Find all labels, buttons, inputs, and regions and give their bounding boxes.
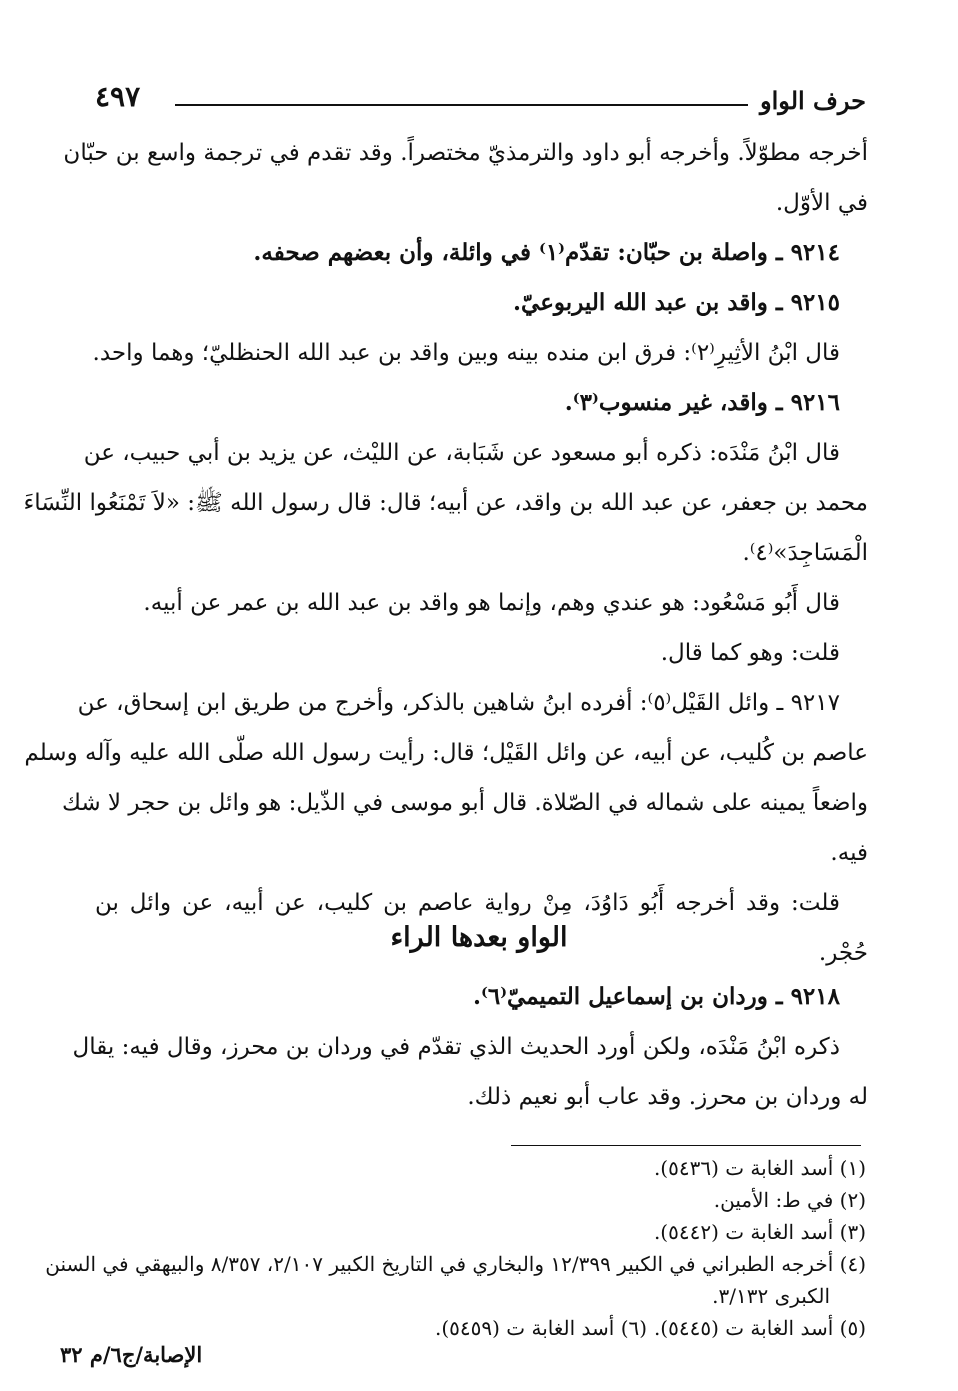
main-text-continued — [72, 972, 868, 1122]
entry-heading-9214: ٩٢١٤ ـ واصلة بن حبّان: تقدّم⁽١⁾ في وائلة، وأن بعضهم صحفه. — [253, 239, 840, 266]
text-line: في الأوّل. — [775, 190, 868, 216]
header-rule — [175, 104, 748, 106]
text-line: له وردان بن محرز. وقد عاب أبو نعيم ذلك. — [467, 1084, 868, 1110]
footnote: (٦) أسد الغابة ت (٥٤٥٩). — [435, 1316, 648, 1340]
text-line: أخرجه مطوّلاً. وأخرجه أبو داود والترمذيّ مختصراً. وقد تقدم في ترجمة واسع بن حبّان — [63, 140, 868, 166]
footnote: (٣) أسد الغابة ت (٥٤٤٢). — [653, 1220, 866, 1244]
text-line: محمد بن جعفر، عن عبد الله بن واقد، عن أبيه؛ قال: قال رسول الله ﷺ: «لاَ تَمْنَعُوا النِّسَاءَ — [23, 490, 868, 516]
footnote-row — [95, 1312, 866, 1344]
text-line: عاصم بن كُليب، عن أبيه، عن وائل القَيْل؛ قال: رأيت رسول الله صلّى الله عليه وآله وسلم — [24, 740, 868, 766]
footnote: (٢) في ط: الأمين. — [713, 1188, 866, 1212]
entry-heading-9218: ٩٢١٨ ـ وردان بن إسماعيل التميميّ⁽٦⁾. — [472, 983, 840, 1010]
text-line: فيه. — [830, 840, 868, 866]
footnote: (١) أسد الغابة ت (٥٤٣٦). — [653, 1156, 866, 1180]
text-line: قال أَبُو مَسْعُود: هو عندي وهم، وإنما هو واقد بن عبد الله بن عمر عن أبيه. — [143, 590, 840, 616]
section-title: الواو بعدها الراء — [390, 922, 568, 953]
entry-heading-9216: ٩٢١٦ ـ واقد، غير منسوب⁽٣⁾. — [564, 389, 840, 416]
text-line: ذكره ابْنُ مَنْدَه، ولكن أورد الحديث الذي تقدّم في وردان بن محرز، وقال فيه: يقال — [72, 1034, 840, 1060]
text-line: الْمَسَاجِدَ»⁽٤⁾. — [742, 540, 868, 566]
text-line: قلت: وقد أخرجه أَبُو دَاوُدَ، مِنْ رواية عاصم بن كليب، عن أبيه، عن وائل بن — [95, 890, 840, 916]
entry-heading-9217: ٩٢١٧ ـ وائل القَيْل⁽٥⁾: أفرده ابنُ شاهين بالذكر، وأخرج من طريق ابن إسحاق، عن — [77, 690, 840, 716]
footnote: (٥) أسد الغابة ت (٥٤٤٥). — [653, 1316, 866, 1340]
text-line: قال ابْنُ الأثِيرِ⁽٢⁾: فرق ابن منده بينه وبين واقد بن عبد الله الحنظليّ؛ وهما واحد. — [92, 340, 840, 366]
footnotes — [45, 1152, 866, 1344]
entry-heading-9215: ٩٢١٥ ـ واقد بن عبد الله اليربوعيّ. — [513, 289, 840, 316]
running-title: حرف الواو — [760, 86, 866, 115]
text-line: حُجْر. — [818, 940, 868, 966]
main-text — [23, 128, 868, 978]
footnote-rule — [511, 1145, 861, 1146]
signature-mark: الإصابة/ج٦/م ٣٢ — [60, 1342, 203, 1367]
text-line: واضعاً يمينه على شماله في الصّلاة. قال أبو موسى في الذّيل: هو وائل بن حجر لا شك — [61, 790, 868, 816]
page-header — [95, 78, 866, 118]
page-number: ٤٩٧ — [95, 80, 141, 113]
footnote-continuation: الكبرى ٣/١٣٢. — [712, 1284, 830, 1308]
footnote: (٤) أخرجه الطبراني في الكبير ١٢/٣٩٩ والبخاري في التاريخ الكبير ٢/١٠٧، ٨/٣٥٧ والبيهقي في السنن — [45, 1252, 866, 1276]
text-line: قلت: وهو كما قال. — [660, 640, 840, 666]
text-line: قال ابْنُ مَنْدَه: ذكره أبو مسعود عن شَبَابة، عن الليْث، عن يزيد بن أبي حبيب، عن — [83, 440, 840, 466]
